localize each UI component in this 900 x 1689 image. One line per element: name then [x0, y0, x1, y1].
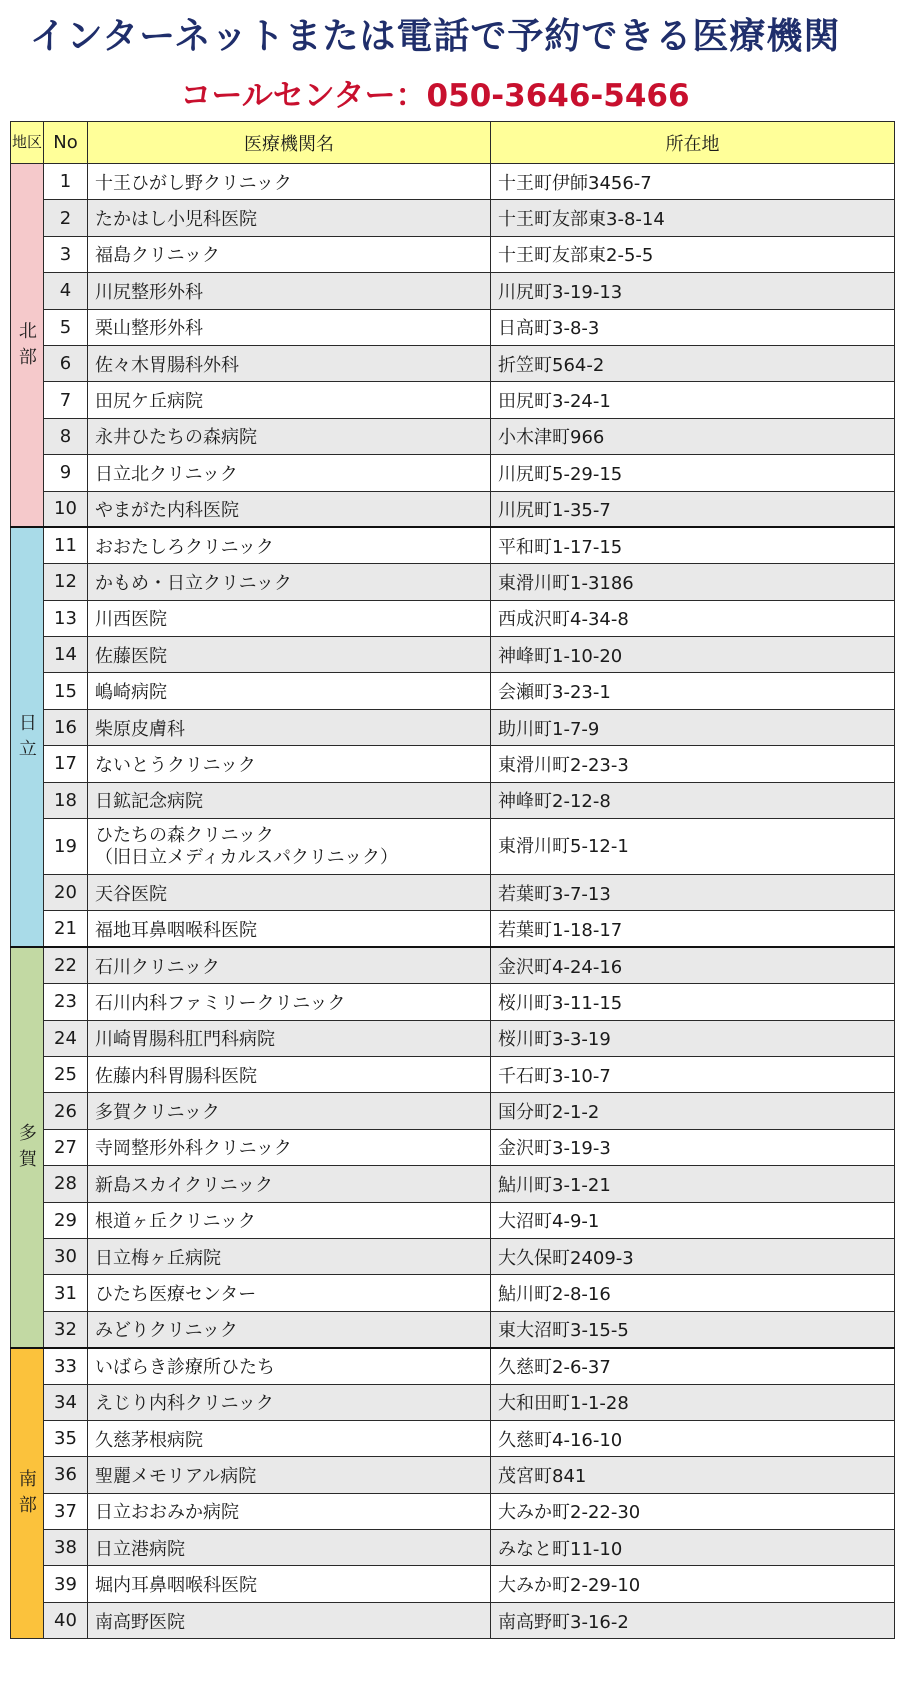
table-row — [11, 1093, 895, 1129]
row-number: 29 — [44, 1202, 88, 1238]
clinic-address: 大みか町2-22-30 — [491, 1493, 895, 1529]
clinic-address: 鮎川町2-8-16 — [491, 1275, 895, 1311]
table-row — [11, 709, 895, 745]
region-label-text: 日立 — [18, 713, 37, 761]
clinic-address: 十王町友部東2-5-5 — [491, 236, 895, 272]
clinic-address: 久慈町4-16-10 — [491, 1420, 895, 1456]
clinic-name: 川崎胃腸科肛門科病院 — [88, 1020, 491, 1056]
row-number: 2 — [44, 200, 88, 236]
row-number: 8 — [44, 418, 88, 454]
clinic-address: 若葉町1-18-17 — [491, 911, 895, 947]
clinic-address: 東滑川町1-3186 — [491, 564, 895, 600]
table-row — [11, 418, 895, 454]
table-row — [11, 1275, 895, 1311]
table-row — [11, 782, 895, 818]
clinic-address: 国分町2-1-2 — [491, 1093, 895, 1129]
clinic-name: えじり内科クリニック — [88, 1384, 491, 1420]
table-row — [11, 527, 895, 563]
clinic-name: 福島クリニック — [88, 236, 491, 272]
clinic-address: 大和田町1-1-28 — [491, 1384, 895, 1420]
clinic-name: 聖麗メモリアル病院 — [88, 1457, 491, 1493]
clinic-address: 小木津町966 — [491, 418, 895, 454]
clinic-address: 千石町3-10-7 — [491, 1056, 895, 1092]
clinic-name: 堀内耳鼻咽喉科医院 — [88, 1566, 491, 1602]
clinic-address: 会瀬町3-23-1 — [491, 673, 895, 709]
row-number: 9 — [44, 455, 88, 491]
table-row — [11, 273, 895, 309]
clinic-address: 桜川町3-11-15 — [491, 984, 895, 1020]
row-number: 22 — [44, 947, 88, 983]
clinic-name: かもめ・日立クリニック — [88, 564, 491, 600]
clinic-name: ないとうクリニック — [88, 746, 491, 782]
clinic-name: 田尻ケ丘病院 — [88, 382, 491, 418]
clinic-name: ひたち医療センター — [88, 1275, 491, 1311]
row-number: 38 — [44, 1530, 88, 1566]
clinic-name: 日立港病院 — [88, 1530, 491, 1566]
row-number: 33 — [44, 1348, 88, 1384]
column-header-no: No — [44, 122, 88, 164]
row-number: 12 — [44, 564, 88, 600]
row-number: 15 — [44, 673, 88, 709]
table-row — [11, 1348, 895, 1384]
table-row — [11, 1020, 895, 1056]
table-row — [11, 236, 895, 272]
row-number: 4 — [44, 273, 88, 309]
table-row — [11, 1457, 895, 1493]
row-number: 39 — [44, 1566, 88, 1602]
row-number: 16 — [44, 709, 88, 745]
column-header-region: 地区 — [11, 122, 44, 164]
region-label — [11, 527, 44, 947]
clinic-name: 石川クリニック — [88, 947, 491, 983]
clinic-address: 金沢町4-24-16 — [491, 947, 895, 983]
clinic-name: 永井ひたちの森病院 — [88, 418, 491, 454]
region-label-text: 多賀 — [18, 1123, 37, 1171]
table-row — [11, 637, 895, 673]
table-row — [11, 1602, 895, 1638]
clinic-address: 大久保町2409-3 — [491, 1238, 895, 1274]
row-number: 17 — [44, 746, 88, 782]
table-row — [11, 1566, 895, 1602]
table-row — [11, 1311, 895, 1347]
clinic-name: 天谷医院 — [88, 875, 491, 911]
clinic-name: 栗山整形外科 — [88, 309, 491, 345]
table-header-row — [11, 122, 895, 164]
table-row — [11, 1056, 895, 1092]
clinic-name: たかはし小児科医院 — [88, 200, 491, 236]
table-row — [11, 1129, 895, 1165]
clinic-name: 寺岡整形外科クリニック — [88, 1129, 491, 1165]
page-title: インターネットまたは電話で予約できる医療機関 — [29, 16, 841, 57]
clinic-name: 南高野医院 — [88, 1602, 491, 1638]
clinic-address: 東滑川町2-23-3 — [491, 746, 895, 782]
clinic-name: みどりクリニック — [88, 1311, 491, 1347]
clinic-address: 川尻町1-35-7 — [491, 491, 895, 527]
clinic-address: 助川町1-7-9 — [491, 709, 895, 745]
row-number: 40 — [44, 1602, 88, 1638]
clinic-address: 折笠町564-2 — [491, 345, 895, 381]
table-row — [11, 1493, 895, 1529]
clinic-name: 久慈茅根病院 — [88, 1420, 491, 1456]
row-number: 18 — [44, 782, 88, 818]
row-number: 21 — [44, 911, 88, 947]
row-number: 28 — [44, 1166, 88, 1202]
clinic-address: 茂宮町841 — [491, 1457, 895, 1493]
clinic-name-line1: ひたちの森クリニック — [95, 824, 274, 846]
clinic-name-line2: （旧日立メディカルスパクリニック） — [95, 846, 398, 868]
table-row — [11, 1420, 895, 1456]
clinic-table — [10, 121, 895, 1639]
row-number: 37 — [44, 1493, 88, 1529]
table-row — [11, 600, 895, 636]
clinic-name: 十王ひがし野クリニック — [88, 164, 491, 200]
clinic-address: 川尻町5-29-15 — [491, 455, 895, 491]
table-row — [11, 673, 895, 709]
row-number: 3 — [44, 236, 88, 272]
clinic-name: やまがた内科医院 — [88, 491, 491, 527]
table-row — [11, 819, 895, 875]
row-number: 19 — [44, 819, 88, 875]
clinic-address: 若葉町3-7-13 — [491, 875, 895, 911]
row-number: 20 — [44, 875, 88, 911]
row-number: 14 — [44, 637, 88, 673]
clinic-name: 佐藤内科胃腸科医院 — [88, 1056, 491, 1092]
clinic-name: 川西医院 — [88, 600, 491, 636]
clinic-address: 東大沼町3-15-5 — [491, 1311, 895, 1347]
clinic-address: 金沢町3-19-3 — [491, 1129, 895, 1165]
clinic-name — [88, 819, 491, 875]
call-center-phone: コールセンター：050-3646-5466 — [180, 78, 690, 114]
clinic-name: 石川内科ファミリークリニック — [88, 984, 491, 1020]
clinic-name: 日立おおみか病院 — [88, 1493, 491, 1529]
row-number: 13 — [44, 600, 88, 636]
row-number: 32 — [44, 1311, 88, 1347]
table-row — [11, 345, 895, 381]
row-number: 1 — [44, 164, 88, 200]
region-label — [11, 1348, 44, 1639]
column-header-name: 医療機関名 — [88, 122, 491, 164]
clinic-name: 柴原皮膚科 — [88, 709, 491, 745]
table-body — [11, 164, 895, 1639]
row-number: 25 — [44, 1056, 88, 1092]
table-row — [11, 200, 895, 236]
clinic-address: 川尻町3-19-13 — [491, 273, 895, 309]
clinic-address: 鮎川町3-1-21 — [491, 1166, 895, 1202]
row-number: 23 — [44, 984, 88, 1020]
table-row — [11, 911, 895, 947]
row-number: 11 — [44, 527, 88, 563]
table-row — [11, 164, 895, 200]
table-row — [11, 1384, 895, 1420]
clinic-name: 佐々木胃腸科外科 — [88, 345, 491, 381]
clinic-name: 川尻整形外科 — [88, 273, 491, 309]
region-label-text: 北部 — [18, 321, 37, 369]
clinic-name: いばらき診療所ひたち — [88, 1348, 491, 1384]
clinic-address: 久慈町2-6-37 — [491, 1348, 895, 1384]
clinic-address: 桜川町3-3-19 — [491, 1020, 895, 1056]
clinic-name: 福地耳鼻咽喉科医院 — [88, 911, 491, 947]
clinic-name: 根道ヶ丘クリニック — [88, 1202, 491, 1238]
table-row — [11, 1238, 895, 1274]
clinic-address: 神峰町1-10-20 — [491, 637, 895, 673]
region-label — [11, 164, 44, 528]
clinic-name: おおたしろクリニック — [88, 527, 491, 563]
row-number: 10 — [44, 491, 88, 527]
table-row — [11, 564, 895, 600]
table-row — [11, 455, 895, 491]
row-number: 30 — [44, 1238, 88, 1274]
clinic-address: 南高野町3-16-2 — [491, 1602, 895, 1638]
clinic-address: 十王町伊師3456-7 — [491, 164, 895, 200]
table-row — [11, 984, 895, 1020]
table-row — [11, 746, 895, 782]
table-row — [11, 947, 895, 983]
row-number: 36 — [44, 1457, 88, 1493]
clinic-address: みなと町11-10 — [491, 1530, 895, 1566]
clinic-address: 大みか町2-29-10 — [491, 1566, 895, 1602]
row-number: 6 — [44, 345, 88, 381]
clinic-name: 日鉱記念病院 — [88, 782, 491, 818]
table-row — [11, 1530, 895, 1566]
row-number: 34 — [44, 1384, 88, 1420]
table-row — [11, 491, 895, 527]
row-number: 5 — [44, 309, 88, 345]
row-number: 26 — [44, 1093, 88, 1129]
row-number: 31 — [44, 1275, 88, 1311]
clinic-address: 西成沢町4-34-8 — [491, 600, 895, 636]
clinic-address: 平和町1-17-15 — [491, 527, 895, 563]
table-row — [11, 309, 895, 345]
table-row — [11, 1166, 895, 1202]
clinic-address: 十王町友部東3-8-14 — [491, 200, 895, 236]
table-row — [11, 382, 895, 418]
clinic-name: 日立北クリニック — [88, 455, 491, 491]
clinic-address: 東滑川町5-12-1 — [491, 819, 895, 875]
clinic-name: 佐藤医院 — [88, 637, 491, 673]
row-number: 7 — [44, 382, 88, 418]
clinic-name: 嶋崎病院 — [88, 673, 491, 709]
row-number: 24 — [44, 1020, 88, 1056]
region-label — [11, 947, 44, 1347]
region-label-text: 南部 — [18, 1469, 37, 1517]
clinic-name: 新島スカイクリニック — [88, 1166, 491, 1202]
clinic-name: 日立梅ヶ丘病院 — [88, 1238, 491, 1274]
clinic-address: 神峰町2-12-8 — [491, 782, 895, 818]
table-row — [11, 875, 895, 911]
column-header-address: 所在地 — [491, 122, 895, 164]
clinic-address: 大沼町4-9-1 — [491, 1202, 895, 1238]
clinic-name: 多賀クリニック — [88, 1093, 491, 1129]
table-row — [11, 1202, 895, 1238]
row-number: 27 — [44, 1129, 88, 1165]
clinic-address: 日高町3-8-3 — [491, 309, 895, 345]
clinic-address: 田尻町3-24-1 — [491, 382, 895, 418]
row-number: 35 — [44, 1420, 88, 1456]
